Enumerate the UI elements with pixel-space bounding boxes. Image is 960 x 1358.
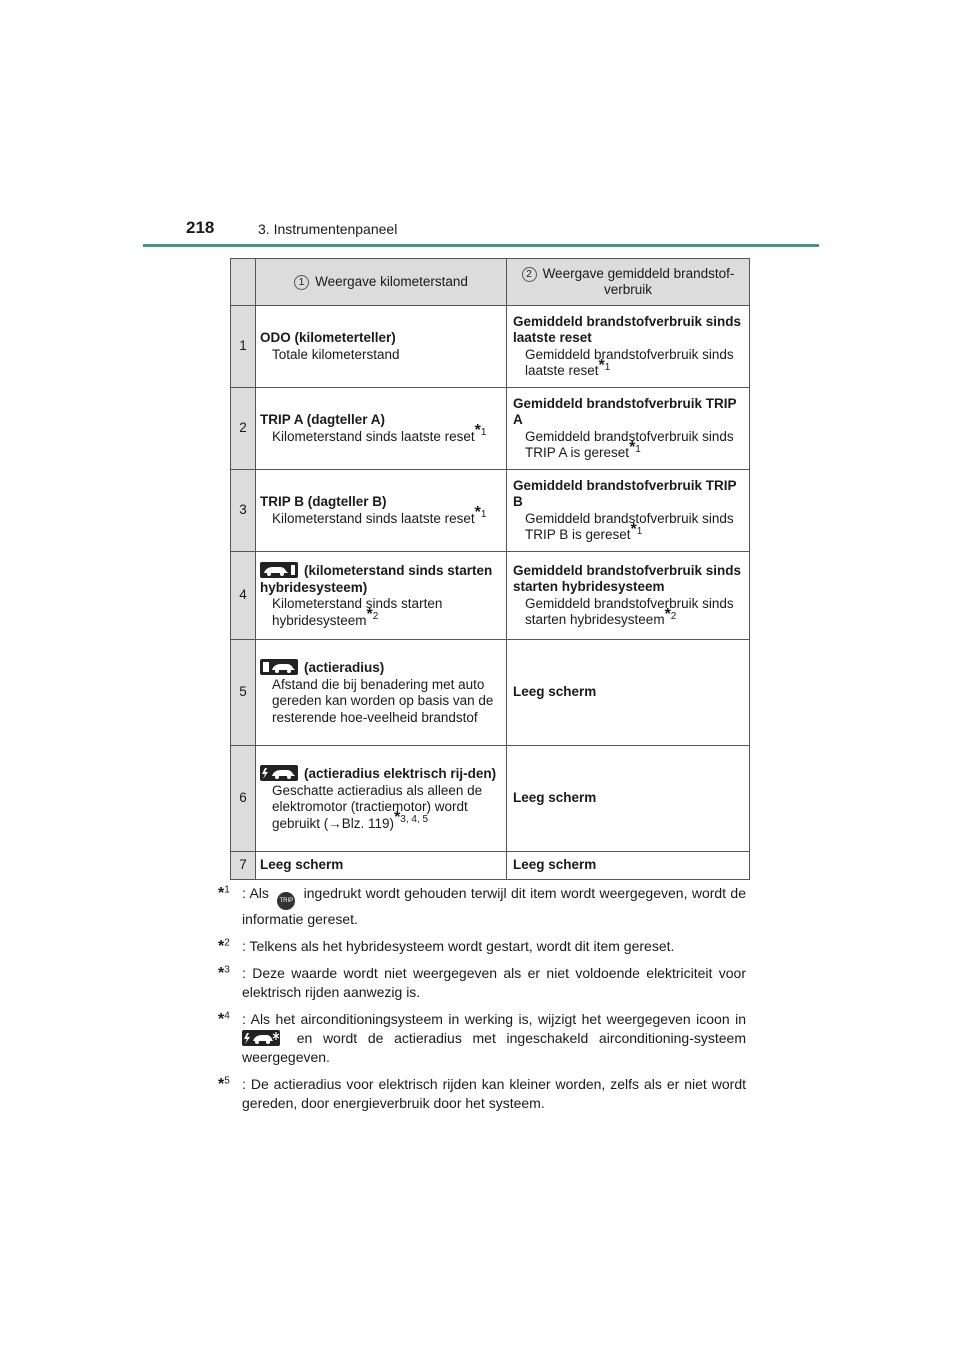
cell-fuel: Leeg scherm [507,640,750,746]
footnote: *$^4$ : Als het airconditioningsysteem in werking is, wijzigt het weergegeven icoon in en wordt de actieradius met ingeschakeld airconditioning-systeem weergegeven. [218,1010,746,1065]
row-number: 2 [231,388,256,470]
cell-odometer: ODO (kilometerteller) Totale kilometerstand [256,306,507,388]
row-number: 1 [231,306,256,388]
circled-number: 1 [294,275,309,290]
cell-odometer: (actieradius) Afstand die bij benadering met auto gereden kan worden op basis van de resterende hoe-veelheid brandstof [256,640,507,746]
cell-fuel: Leeg scherm [507,852,750,880]
cell-odometer: TRIP A (dagteller A) Kilometerstand sinds laatste reset$^{*1}$ [256,388,507,470]
cell-fuel: Gemiddeld brandstofverbruik TRIP A Gemiddeld brandstofverbruik sinds TRIP A is gereset$^{*1}$ [507,388,750,470]
page-number: 218 [186,218,215,237]
table-row [231,552,750,640]
row-number: 4 [231,552,256,640]
cell-odometer: (actieradius elektrisch rij-den) Geschatte actieradius als alleen de elektromotor (tractiemotor) wordt gebruikt (→Blz. 119)$^{*3, 4, 5}$ [256,746,507,852]
row-number: 3 [231,470,256,552]
table-row [231,388,750,470]
section-title: 3. Instrumentenpaneel [258,221,398,237]
footnote: *$^1$ : Als TRIP ingedrukt wordt gehouden terwijl dit item wordt weergegeven, wordt de informatie gereset. [218,884,746,927]
cell-fuel: Gemiddeld brandstofverbruik TRIP B Gemiddeld brandstofverbruik sinds TRIP B is gereset$^{*1}$ [507,470,750,552]
table-row [231,306,750,388]
row-number: 7 [231,852,256,880]
row-number: 5 [231,640,256,746]
footnote: *$^3$ : Deze waarde wordt niet weergegeven als er niet voldoende elektriciteit voor elektrisch rijden aanwezig is. [218,964,746,1000]
fuel-range-icon [260,659,298,675]
footnotes [218,884,746,1121]
ev-range-ac-icon [242,1030,280,1046]
ev-range-icon [260,765,298,781]
table-row [231,852,750,880]
table-row [231,640,750,746]
header-odometer: 1 Weergave kilometerstand [256,259,507,306]
cell-fuel: Gemiddeld brandstofverbruik sinds starten hybridesysteem Gemiddeld brandstofverbruik sinds starten hybridesysteem$^{*2}$ [507,552,750,640]
circled-number: 2 [522,267,537,282]
header-fuel: 2 Weergave gemiddeld brandstof-verbruik [507,259,750,306]
footnote: *$^5$ : De actieradius voor elektrisch rijden kan kleiner worden, zelfs als er niet wordt gereden, door energieverbruik door het systeem. [218,1075,746,1111]
cell-odometer: (kilometerstand sinds starten hybridesysteem) Kilometerstand sinds starten hybridesysteem$^{*2}$ [256,552,507,640]
odometer-hybrid-icon [260,562,298,578]
footnote: *$^2$ : Telkens als het hybridesysteem wordt gestart, wordt dit item gereset. [218,937,675,955]
header-rule [143,244,819,247]
display-table [230,258,750,880]
table-row [231,746,750,852]
cell-odometer: Leeg scherm [256,852,507,880]
cell-fuel: Gemiddeld brandstofverbruik sinds laatste reset Gemiddeld brandstofverbruik sinds laatste reset$^{*1}$ [507,306,750,388]
trip-button-icon: TRIP [277,892,295,910]
cell-odometer: TRIP B (dagteller B) Kilometerstand sinds laatste reset$^{*1}$ [256,470,507,552]
corner-cell [231,259,256,306]
row-number: 6 [231,746,256,852]
cell-fuel: Leeg scherm [507,746,750,852]
table-row [231,470,750,552]
table-header-row [231,259,750,306]
